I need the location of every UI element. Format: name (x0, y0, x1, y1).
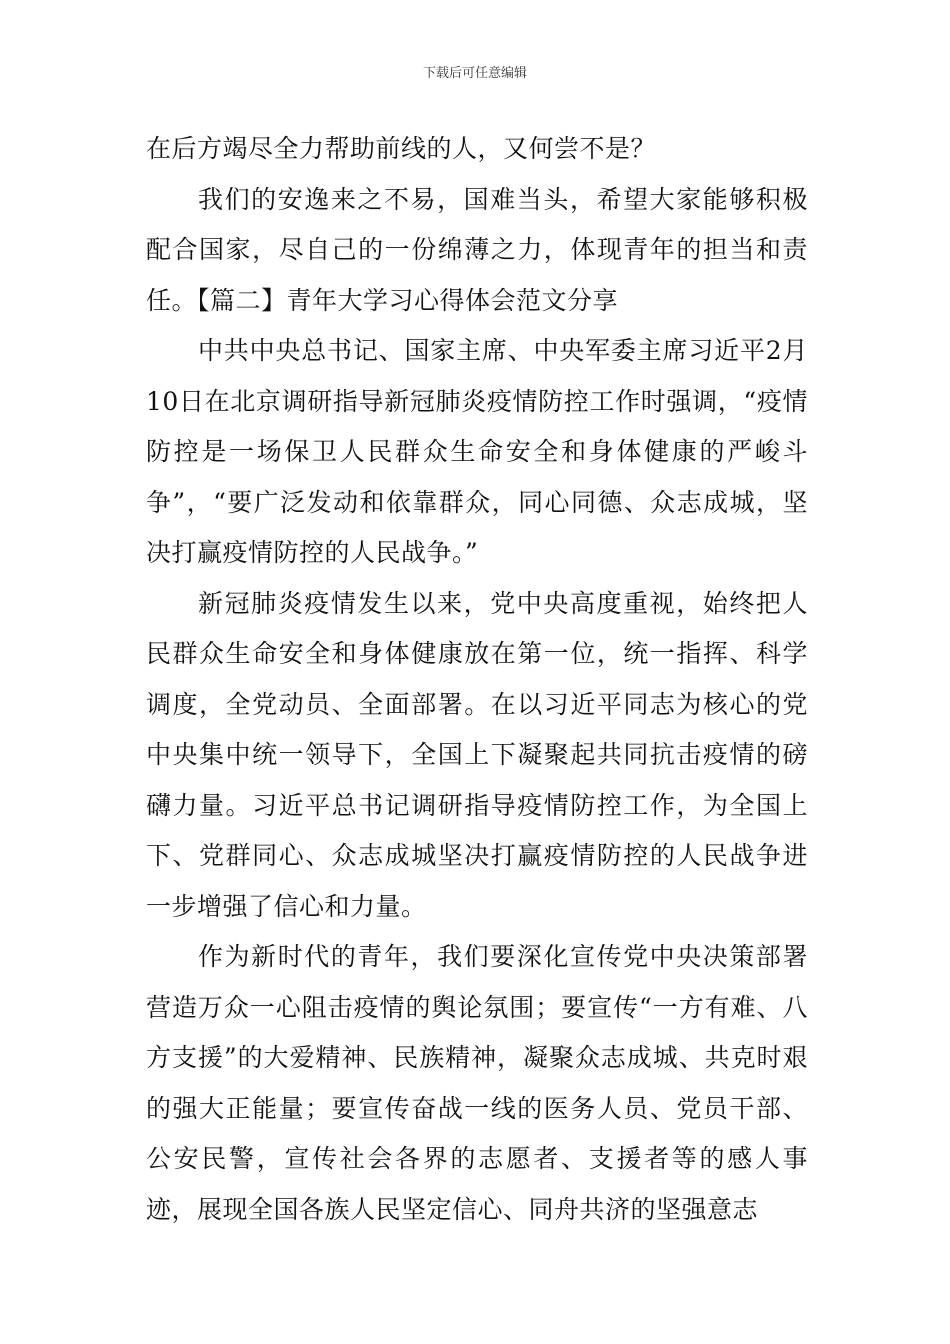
paragraph-background: 新冠肺炎疫情发生以来，党中央高度重视，始终把人民群众生命安全和身体健康放在第一位，统一指挥、科学调度，全党动员、全面部署。在以习近平同志为核心的党中央集中统一领导下，全国上下凝聚起共同抗击疫情的磅礴力量。习近平总书记调研指导疫情防控工作，为全国上下、党群同心、众志成城坚决打赢疫情防控的人民战争进一步增强了信心和力量。 (146, 588, 808, 921)
paragraph-conclusion: 我们的安逸来之不易，国难当头，希望大家能够积极配合国家，尽自己的一份绵薄之力，体现青年的担当和责任。【篇二】青年大学习心得体会范文分享 (146, 184, 808, 315)
paragraph-continuation: 在后方竭尽全力帮助前线的人，又何尝不是？ (146, 134, 657, 163)
paragraph-youth-role: 作为新时代的青年，我们要深化宣传党中央决策部署营造万众一心阻击疫情的舆论氛围；要宣传“一方有难、八方支援”的大爱精神、民族精神，凝聚众志成城、共克时艰的强大正能量；要宣传奋战一线的医务人员、党员干部、公安民警，宣传社会各界的志愿者、支援者等的感人事迹，展现全国各族人民坚定信心、同舟共济的坚强意志 (146, 942, 808, 1224)
page-header: 下载后可任意编辑 (422, 66, 527, 81)
paragraph-quote: 中共中央总书记、国家主席、中央军委主席习近平2月10日在北京调研指导新冠肺炎疫情防控工作时强调，“疫情防控是一场保卫人民群众生命安全和身体健康的严峻斗争”，“要广泛发动和依靠群众，同心同德、众志成城，坚决打赢疫情防控的人民战争。” (146, 336, 808, 567)
document-body (146, 124, 808, 1235)
